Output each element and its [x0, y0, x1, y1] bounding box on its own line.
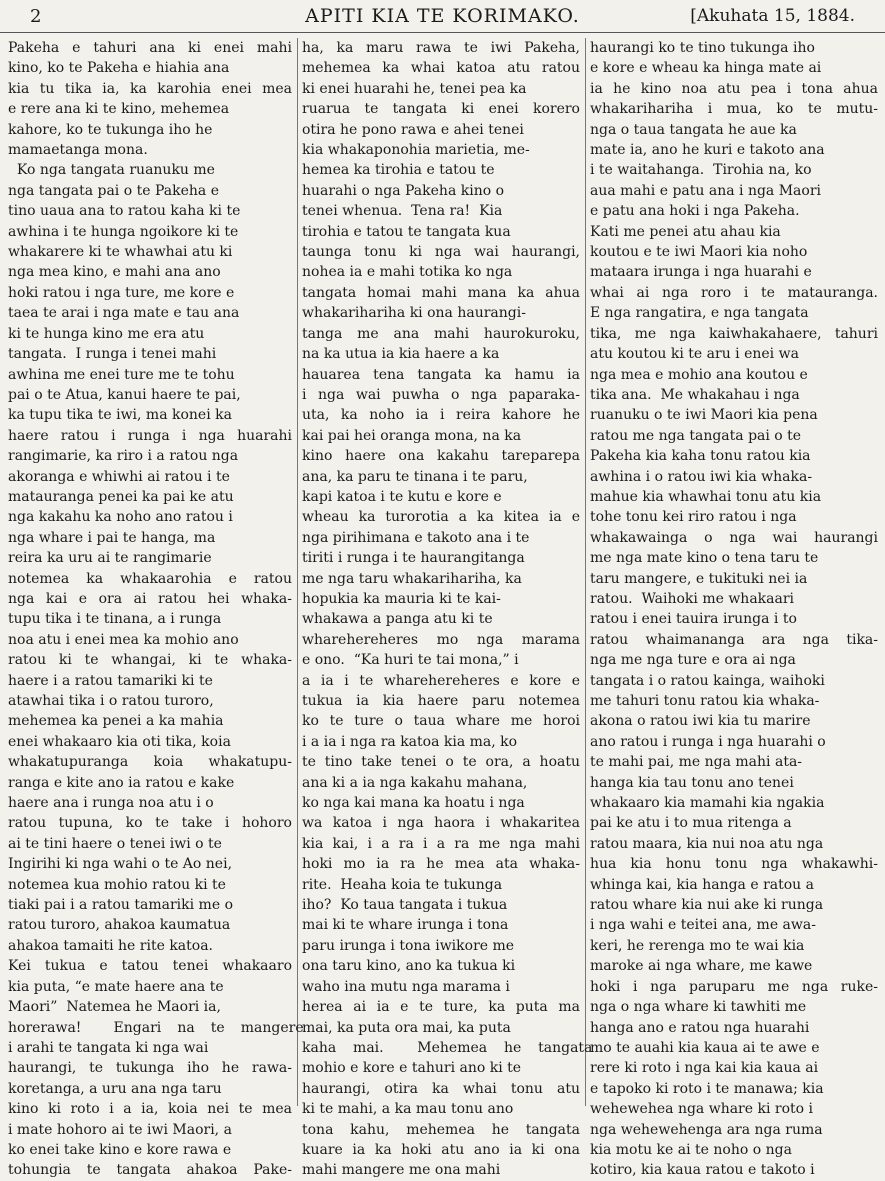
- text-line: nga mea e mohio ana koutou e: [590, 366, 808, 383]
- text-line: e kore e wheau ka hinga mate ai: [590, 60, 822, 77]
- text-line: mahi mangere me ona mahi: [302, 1162, 501, 1179]
- text-line: noa atu i enei mea ka mohio ano: [8, 631, 239, 648]
- text-line: whai ai nga roro i te matauranga.: [590, 284, 878, 301]
- text-line: tino uaua ana to ratou kaha ki te: [8, 203, 241, 220]
- text-line: e tapoko ki roto i te manawa; kia: [590, 1080, 824, 1097]
- text-line: mai ki te whare irunga i tona: [302, 917, 509, 934]
- text-line: iho? Ko taua tangata i tukua: [302, 897, 508, 914]
- text-line: ana, ka paru te tinana i te paru,: [302, 468, 528, 485]
- text-line: hauarea tena tangata ka hamu ia: [302, 366, 580, 383]
- text-line: i mate hohoro ai te iwi Maori, a: [8, 1121, 232, 1138]
- text-line: tirohia e tatou te tangata kua: [302, 223, 511, 240]
- text-line: awhina i te hunga ngoikore ki te: [8, 223, 239, 240]
- text-line: pai ke atu i to mua ritenga a: [590, 815, 792, 832]
- text-line: haurangi, otira ka whai tonu atu: [302, 1080, 580, 1097]
- text-line: pai o te Atua, kanui haere te pai,: [8, 386, 241, 403]
- text-line: ki te hunga kino me era atu: [8, 325, 205, 342]
- text-line: ratou maara, kia nui noa atu nga: [590, 835, 824, 852]
- text-line: haere i a ratou tamariki ki te: [8, 672, 213, 689]
- text-line: nga tangata pai o te Pakeha e: [8, 182, 219, 199]
- text-line: keri, he rerenga mo te wai kia: [590, 937, 805, 954]
- text-line: paru irunga i tona iwikore me: [302, 937, 515, 954]
- text-line: ahakoa tamaiti he rite katoa.: [8, 937, 214, 954]
- text-line: tohe tonu kei riro ratou i nga: [590, 509, 797, 526]
- text-line: whakarihariha i mua, ko te mutu-: [590, 101, 878, 118]
- text-line: whakarere ki te whawhai atu ki: [8, 244, 233, 261]
- text-line: i nga wahi e teitei ana, me awa-: [590, 917, 816, 934]
- text-line: haere ratou i runga i nga huarahi: [8, 427, 292, 444]
- text-line: kia kai, i a ra i a ra me nga mahi: [302, 835, 580, 852]
- text-line: ona taru kino, ano ka tukua ki: [302, 958, 516, 975]
- text-line: reira ka uru ai te rangimarie: [8, 550, 212, 567]
- text-line: i te waitahanga. Tirohia na, ko: [590, 162, 812, 179]
- text-line: hua kia honu tonu nga whakawhi-: [590, 856, 878, 873]
- text-line: horerawa! Engari na te mangere: [8, 1019, 304, 1036]
- text-line: ka tupu tika te iwi, ma konei ka: [8, 407, 232, 424]
- text-line: e patu ana hoki i nga Pakeha.: [590, 203, 800, 220]
- text-line: nga pirihimana e takoto ana i te: [302, 529, 530, 546]
- text-line: nga o nga whare ki tawhiti me: [590, 999, 807, 1016]
- text-line: nga o taua tangata he aue ka: [590, 121, 797, 138]
- newspaper-title: APITI KIA TE KORIMAKO.: [305, 5, 580, 27]
- text-line: kino haere ona kakahu tareparepa: [302, 448, 580, 465]
- text-line: te tino take tenei o te ora, a hoatu: [302, 754, 580, 771]
- text-line: ratou turoro, ahakoa kaumatua: [8, 917, 231, 934]
- issue-date: [Akuhata 15, 1884.: [690, 6, 855, 26]
- text-line: akoranga e whiwhi ai ratou i te: [8, 468, 230, 485]
- text-line: mehemea ka penei a ka mahia: [8, 713, 224, 730]
- text-line: Kei tukua e tatou tenei whakaaro: [8, 958, 292, 975]
- text-line: mehemea ka whai katoa atu ratou: [302, 60, 580, 77]
- text-line: i nga wai puwha o nga paparaka-: [302, 386, 580, 403]
- text-line: otira he pono rawa e ahei tenei: [302, 121, 524, 138]
- text-line: hoki i nga paruparu me nga ruke-: [590, 978, 878, 995]
- text-line: aua mahi e patu ana i nga Maori: [590, 182, 822, 199]
- text-line: nohea ia e mahi totika ko nga: [302, 264, 513, 281]
- text-line: E nga rangatira, e nga tangata: [590, 305, 809, 322]
- text-line: wehewehea nga whare ki roto i: [590, 1101, 814, 1118]
- text-line: tupu tika i te tinana, a i runga: [8, 611, 222, 628]
- text-line: atu koutou ki te aru i enei wa: [590, 346, 799, 363]
- text-line: matauranga penei ka pai ke atu: [8, 488, 234, 505]
- text-line: koutou e te iwi Maori kia noho: [590, 244, 808, 261]
- text-line: ko enei take kino e kore rawa e: [8, 1141, 232, 1158]
- text-line: kai pai hei oranga mona, na ka: [302, 427, 522, 444]
- text-line: hanga kia tau tonu ano tenei: [590, 774, 794, 791]
- text-line: me nga taru whakarihariha, ka: [302, 570, 522, 587]
- text-line: wa katoa i nga haora i whakaritea: [302, 815, 580, 832]
- text-line: hanga ano e ratou nga huarahi: [590, 1019, 810, 1036]
- text-line: me nga mate kino o tena taru te: [590, 550, 819, 567]
- text-line: whakawainga o nga wai haurangi: [590, 529, 878, 546]
- text-line: ranga e kite ano ia ratou e kake: [8, 774, 235, 791]
- text-line: haere ana i runga noa atu i o: [8, 795, 214, 812]
- text-line: uta, ka noho ia i reira kahore he: [302, 407, 580, 424]
- text-line: kino ki roto i a ia, koia nei te mea: [8, 1101, 292, 1118]
- text-line: whinga kai, kia hanga e ratou a: [590, 876, 814, 893]
- text-line: i arahi te tangata ki nga wai: [8, 1039, 209, 1056]
- text-line: taru mangere, e tukituki nei ia: [590, 570, 808, 587]
- text-line: kino, ko te Pakeha e hiahia ana: [8, 60, 230, 77]
- text-line: ratou whaimananga ara nga tika-: [590, 631, 878, 648]
- text-line: tika, me nga kaiwhakahaere, tahuri: [590, 325, 878, 342]
- text-line: koretanga, a uru ana nga taru: [8, 1080, 222, 1097]
- text-line: te mahi pai, me nga mahi ata-: [590, 754, 803, 771]
- text-line: kia puta, “e mate haere ana te: [8, 978, 224, 995]
- text-line: kapi katoa i te kutu e kore e: [302, 488, 502, 505]
- text-line: tukua ia kia haere paru notemea: [302, 693, 580, 709]
- text-line: Maori” Natemea he Maori ia,: [8, 999, 221, 1016]
- text-line: mamaetanga mona.: [8, 142, 148, 159]
- text-line: ruanuku o te iwi Maori kia pena: [590, 407, 818, 424]
- text-line: Pakeha e tahuri ana ki enei mahi: [8, 40, 292, 56]
- text-line: nga whare i pai te hanga, ma: [8, 529, 216, 546]
- text-line: herea ai ia e te ture, ka puta ma: [302, 999, 580, 1016]
- text-line: haurangi ko te tino tukunga iho: [590, 40, 815, 56]
- text-line: ko nga kai mana ka hoatu i nga: [302, 795, 525, 812]
- text-column-3: [590, 38, 878, 1179]
- text-line: kahore, ko te tukunga iho he: [8, 121, 213, 138]
- text-line: mo te auahi kia kaua ai te awe e: [590, 1039, 820, 1056]
- text-line: tanga me ana mahi haurokuroku,: [302, 325, 580, 342]
- text-line: ruarua te tangata ki enei korero: [302, 101, 580, 118]
- text-line: nga kakahu ka noho ano ratou i: [8, 509, 233, 526]
- text-line: ko te ture o taua whare me horoi: [302, 713, 580, 730]
- text-line: mohio e kore e tahuri ano ki te: [302, 1060, 522, 1077]
- text-line: ratou tupuna, ko te take i hohoro: [8, 815, 292, 832]
- text-line: kuare ia ka hoki atu ano ia ki ona: [302, 1141, 580, 1158]
- text-line: ana ki a ia nga kakahu mahana,: [302, 774, 528, 791]
- text-line: haurangi, te tukunga iho he rawa-: [8, 1060, 292, 1077]
- text-line: whakarihariha ki ona haurangi-: [302, 305, 526, 322]
- text-line: notemea ka whakaarohia e ratou: [8, 570, 292, 587]
- text-line: a ia i te wharehereheres e kore e: [302, 672, 580, 689]
- text-line: Kati me penei atu ahau kia: [590, 223, 781, 240]
- text-line: whakaaro kia mamahi kia ngakia: [590, 795, 825, 812]
- page-header: [0, 0, 885, 33]
- text-line: hoki mo ia ra he mea ata whaka-: [302, 856, 580, 873]
- text-line: tona kahu, mehemea he tangata: [302, 1121, 580, 1138]
- text-line: tiaki pai i a ratou tamariki me o: [8, 897, 233, 914]
- text-line: tangata homai mahi mana ka ahua: [302, 284, 580, 301]
- text-line: kia motu ke ai te noho o nga: [590, 1141, 792, 1158]
- text-line: hoki ratou i nga ture, me kore e: [8, 284, 235, 301]
- text-line: tika ana. Me whakahau i nga: [590, 386, 800, 403]
- text-line: mate ia, ano he kuri e takoto ana: [590, 142, 825, 159]
- text-line: kotiro, kia kaua ratou e takoto i: [590, 1162, 815, 1179]
- text-line: atawhai tika i o ratou turoro,: [8, 693, 214, 709]
- text-line: ratou. Waihoki me whakaari: [590, 590, 795, 607]
- text-line: ki te mahi, a ka mau tonu ano: [302, 1101, 514, 1118]
- text-line: rere ki roto i nga kai kia kaua ai: [590, 1060, 819, 1077]
- text-line: mahue kia whawhai tonu atu kia: [590, 488, 822, 505]
- text-line: tiriti i runga i te haurangitanga: [302, 550, 525, 567]
- text-line: ratou whare kia nui ake ki runga: [590, 897, 824, 914]
- text-line: kia tu tika ia, ka karohia enei mea: [8, 80, 292, 97]
- text-line: whakatupuranga koia whakatupu-: [8, 754, 292, 771]
- text-line: nga me nga ture e ora ai nga: [590, 652, 796, 669]
- text-line: tangata i o ratou kainga, waihoki: [590, 672, 825, 689]
- text-line: maroke ai nga whare, me kawe: [590, 958, 813, 975]
- text-column-1: [8, 38, 304, 1179]
- text-line: mataara irunga i nga huarahi e: [590, 264, 812, 281]
- text-line: ai te tini haere o tenei iwi o te: [8, 835, 222, 852]
- text-line: tenei whenua. Tena ra! Kia: [302, 203, 503, 220]
- text-line: na ka utua ia kia haere a ka: [302, 346, 500, 363]
- text-line: wharehereheres mo nga marama: [302, 631, 580, 648]
- text-line: waho ina mutu nga marama i: [302, 978, 510, 995]
- text-line: awhina me enei ture me te tohu: [8, 366, 235, 383]
- text-line: wheau ka turorotia a ka kitea ia e: [302, 509, 580, 526]
- text-line: ratou me nga tangata pai o te: [590, 427, 802, 444]
- text-line: Ingirihi ki nga wahi o te Ao nei,: [8, 856, 233, 873]
- text-line: tangata. I runga i tenei mahi: [8, 346, 217, 363]
- text-line: rangimarie, ka riro i a ratou nga: [8, 448, 239, 465]
- text-column-2: [302, 38, 593, 1179]
- text-line: ratou i enei tauira irunga i to: [590, 611, 797, 628]
- text-line: e rere ana ki te kino, mehemea: [8, 101, 230, 118]
- text-line: tohungia te tangata ahakoa Pake-: [8, 1162, 292, 1179]
- text-line: akona o ratou iwi kia tu marire: [590, 713, 811, 730]
- text-line: enei whakaaro kia oti tika, koia: [8, 733, 231, 750]
- page-number: 2: [30, 6, 42, 27]
- text-line: ratou ki te whangai, ki te whaka-: [8, 652, 292, 669]
- text-line: whakawa a panga atu ki te: [302, 611, 493, 628]
- text-line: nga wehewehenga ara nga ruma: [590, 1121, 823, 1138]
- text-line: rite. Heaha koia te tukunga: [302, 876, 503, 893]
- text-line: taunga tonu ki nga wai haurangi,: [302, 244, 580, 261]
- text-line: Ko nga tangata ruanuku me: [8, 162, 215, 179]
- text-line: taea te arai i nga mate e tau ana: [8, 305, 240, 322]
- text-line: huarahi o nga Pakeha kino o: [302, 182, 505, 199]
- text-line: notemea kua mohio ratou ki te: [8, 876, 226, 893]
- text-line: nga kai e ora ai ratou hei whaka-: [8, 590, 292, 607]
- article-body: [0, 38, 885, 1179]
- text-line: kaha mai. Mehemea he tangata: [302, 1039, 593, 1056]
- text-line: ano ratou i runga i nga huarahi o: [590, 733, 826, 750]
- text-line: ia he kino noa atu pea i tona ahua: [590, 80, 878, 97]
- text-line: Pakeha kia kaha tonu ratou kia: [590, 448, 811, 465]
- text-line: ha, ka maru rawa te iwi Pakeha,: [302, 40, 580, 56]
- text-line: kia whakaponohia marietia, me-: [302, 142, 530, 159]
- text-line: nga mea kino, e mahi ana ano: [8, 264, 221, 281]
- text-line: mai, ka puta ora mai, ka puta: [302, 1019, 511, 1036]
- text-line: hopukia ka mauria ki te kai-: [302, 590, 501, 607]
- text-line: i a ia i nga ra katoa kia ma, ko: [302, 733, 518, 750]
- text-line: e ono. “Ka huri te tai mona,” i: [302, 652, 519, 669]
- text-line: me tahuri tonu ratou kia whaka-: [590, 693, 820, 709]
- text-line: ki enei huarahi he, tenei pea ka: [302, 80, 527, 97]
- text-line: hemea ka tirohia e tatou te: [302, 162, 495, 179]
- text-line: awhina i o ratou iwi kia whaka-: [590, 468, 813, 485]
